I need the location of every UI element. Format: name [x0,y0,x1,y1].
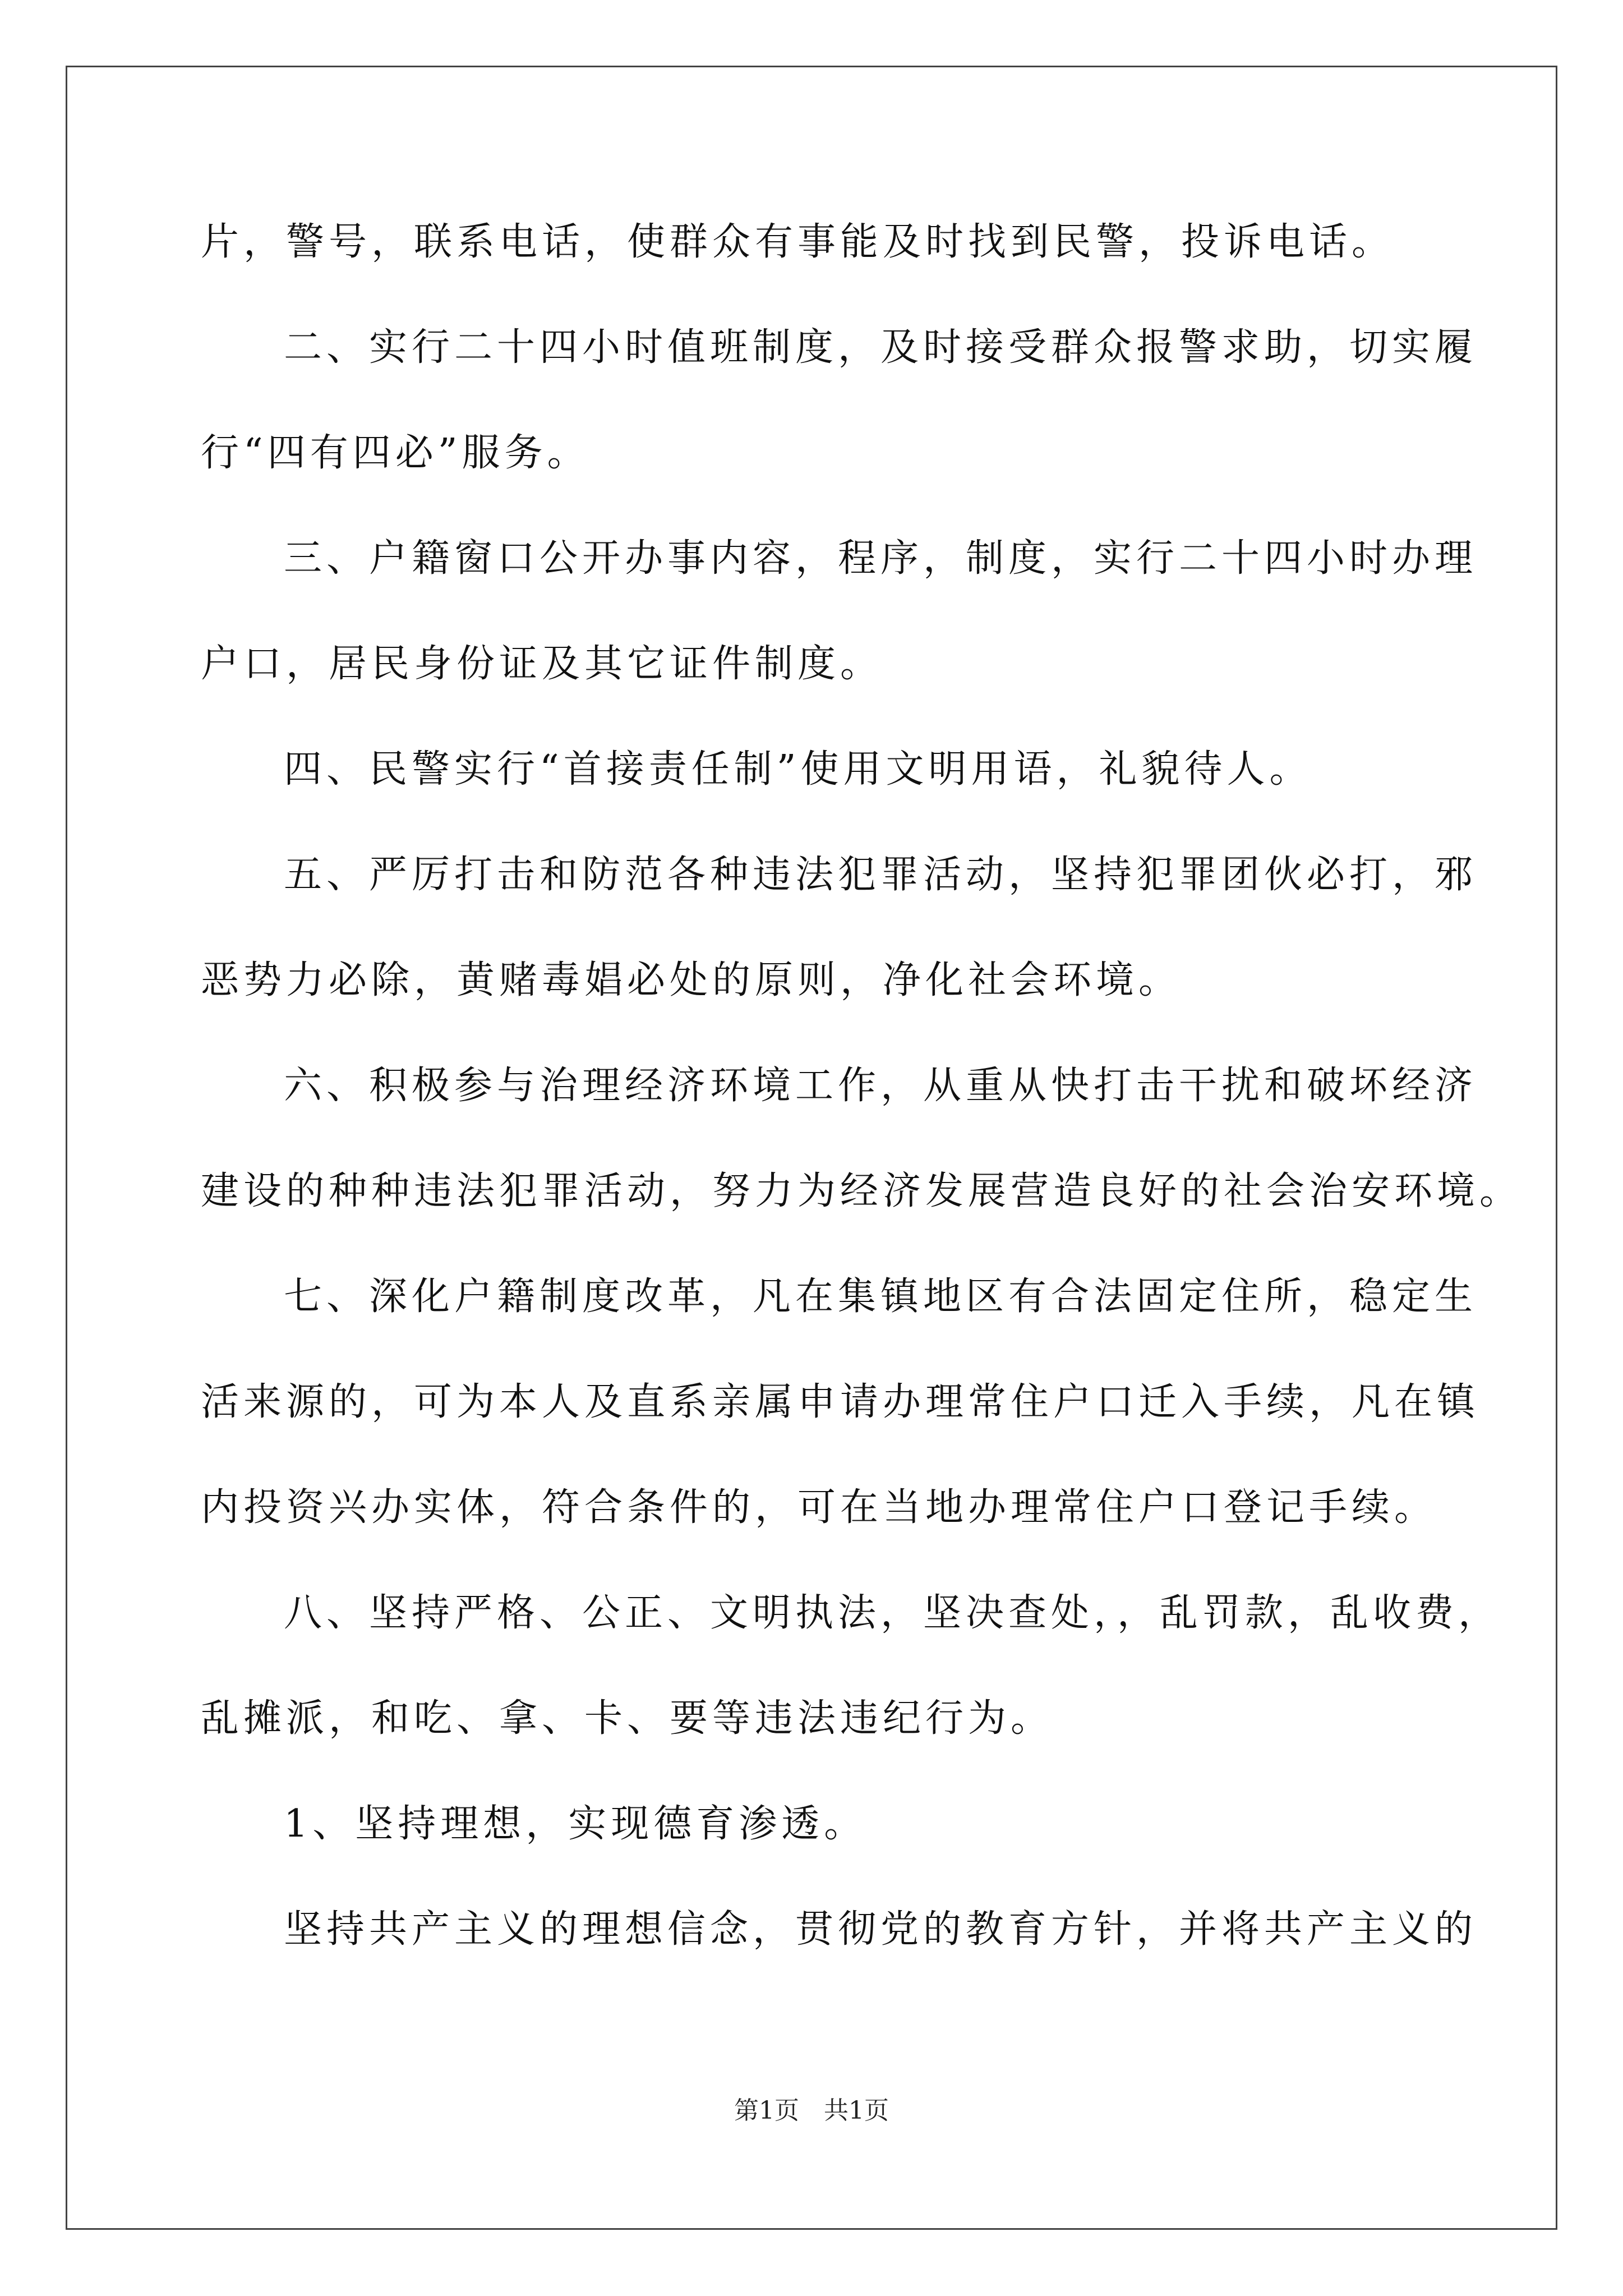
text-line: 坚持共产主义的理想信念，贯彻党的教育方针，并将共产主义的 [284,1907,1478,1952]
text-line: 四、民警实行“首接责任制”使用文明用语，礼貌待人。 [284,747,1312,792]
text-line: 二、实行二十四小时值班制度，及时接受群众报警求助，切实履 [284,325,1478,370]
text-line: 建设的种种违法犯罪活动，努力为经济发展营造良好的社会治安环境。 [201,1169,1523,1213]
page-footer: 第1页 共1页 [734,2096,889,2125]
text-line: 1、坚持理想，实现德育渗透。 [284,1802,867,1846]
text-line: 六、积极参与治理经济环境工作，从重从快打击干扰和破坏经济 [284,1064,1478,1108]
text-line: 户口，居民身份证及其它证件制度。 [201,642,883,686]
text-line: 片，警号，联系电话，使群众有事能及时找到民警，投诉电话。 [201,220,1395,264]
text-line: 五、严厉打击和防范各种违法犯罪活动，坚持犯罪团伙必打，邪 [284,853,1478,897]
text-line: 活来源的，可为本人及直系亲属申请办理常住户口迁入手续，凡在镇 [201,1380,1480,1424]
text-line: 八、坚持严格、公正、文明执法，坚决查处，，乱罚款，乱收费， [284,1591,1501,1635]
text-line: 七、深化户籍制度改革，凡在集镇地区有合法固定住所，稳定生 [284,1274,1478,1319]
text-line: 行“四有四必”服务。 [201,431,590,475]
text-line: 乱摊派，和吃、拿、卡、要等违法违纪行为。 [201,1696,1054,1741]
page-frame [66,66,1557,2230]
text-line: 三、户籍窗口公开办事内容，程序，制度，实行二十四小时办理 [284,536,1478,581]
text-line: 内投资兴办实体，符合条件的，可在当地办理常住户口登记手续。 [201,1485,1437,1530]
text-line: 恶势力必除，黄赌毒娼必处的原则，净化社会环境。 [201,958,1182,1002]
